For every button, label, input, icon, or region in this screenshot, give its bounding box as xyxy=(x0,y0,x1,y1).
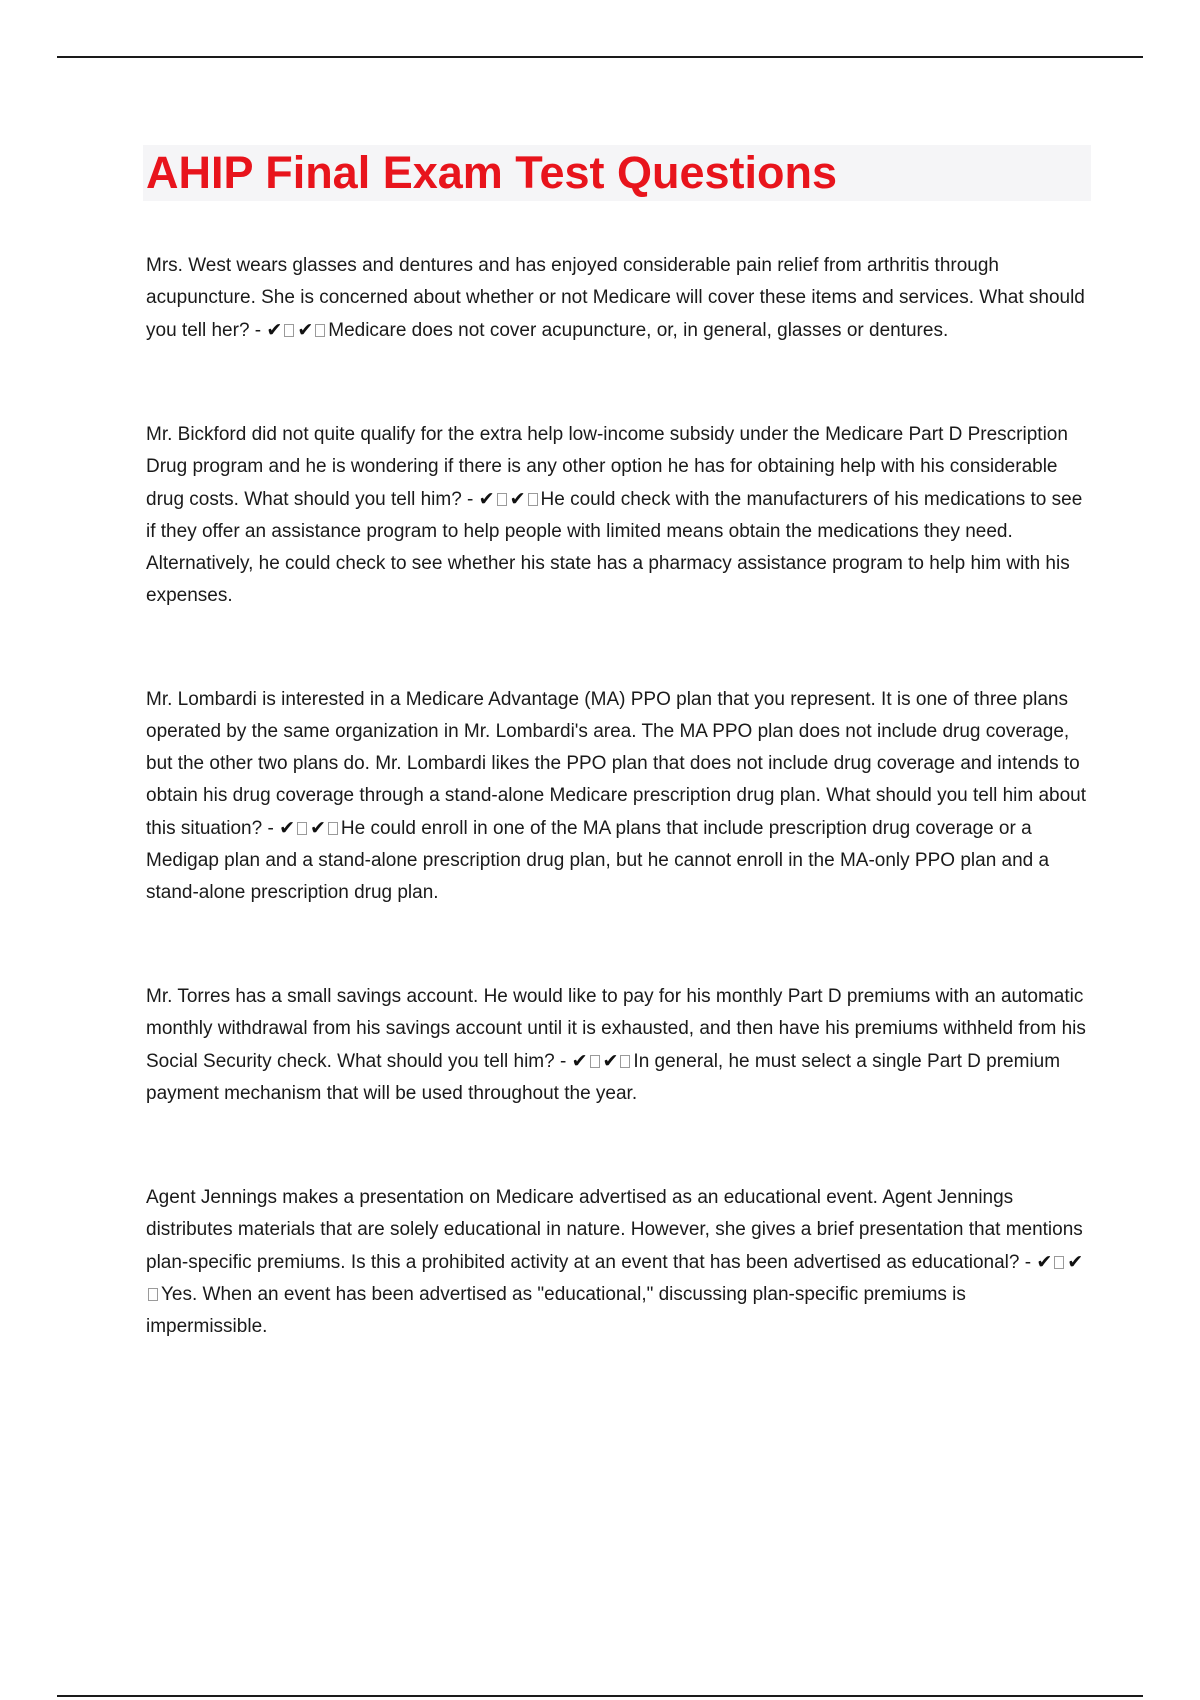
check-icon: ✔ xyxy=(602,1050,619,1072)
page-title: AHIP Final Exam Test Questions xyxy=(146,147,838,198)
check-icon: ✔ xyxy=(1067,1251,1084,1273)
check-icon: ✔ xyxy=(1036,1251,1053,1273)
missing-glyph-box-icon xyxy=(620,1055,630,1068)
check-icon: ✔ xyxy=(571,1050,588,1072)
question-text: Mrs. West wears glasses and dentures and has enjoyed considerable pain relief from arthritis through acupuncture. She is concerned about whether or not Medicare will cover these items and services. What should you tell her? xyxy=(146,255,1085,341)
answer-text: Yes. When an event has been advertised as "educational," discussing plan-specific premiums is impermissible. xyxy=(146,1284,966,1337)
question-text: Mr. Bickford did not quite qualify for the extra help low-income subsidy under the Medicare Part D Prescription Drug program and he is wondering if there is any other option he has for obtaining help with his considerable drug costs. What should you tell him? xyxy=(146,424,1068,510)
missing-glyph-box-icon xyxy=(148,1288,158,1301)
answer-text: Medicare does not cover acupuncture, or, in general, glasses or dentures. xyxy=(328,320,949,341)
missing-glyph-box-icon xyxy=(1054,1256,1064,1269)
question-text: Agent Jennings makes a presentation on Medicare advertised as an educational event. Agent Jennings distributes materials that are solely educational in nature. However, she gives a brief presentation that mentions plan-specific premiums. Is this a prohibited activity at an event that has been advertised as educational? xyxy=(146,1187,1083,1273)
bottom-rule xyxy=(57,1695,1143,1697)
question-item xyxy=(146,419,1091,612)
check-icon: ✔ xyxy=(509,488,526,510)
top-rule xyxy=(57,56,1143,58)
answer-text: He could check with the manufacturers of his medications to see if they offer an assistance program to help people with limited means obtain the medications they need. Alternatively, he could check to see whether his state has a pharmacy assistance program to help him with his expenses. xyxy=(146,489,1083,606)
separator: - xyxy=(249,320,267,341)
missing-glyph-box-icon xyxy=(315,324,325,337)
question-item xyxy=(146,684,1091,909)
question-text: Mr. Lombardi is interested in a Medicare Advantage (MA) PPO plan that you represent. It is one of three plans operated by the same organization in Mr. Lombardi's area. The MA PPO plan does not include drug coverage, but the other two plans do. Mr. Lombardi likes the PPO plan that does not include drug coverage and intends to obtain his drug coverage through a stand-alone Medicare prescription drug plan. What should you tell him about this situation? xyxy=(146,689,1087,839)
check-icon: ✔ xyxy=(310,817,326,839)
missing-glyph-box-icon xyxy=(284,324,294,337)
missing-glyph-box-icon xyxy=(590,1055,600,1068)
question-item xyxy=(146,1182,1091,1343)
separator: - xyxy=(554,1051,572,1072)
check-icon: ✔ xyxy=(478,488,495,510)
check-icon: ✔ xyxy=(297,319,314,341)
check-icon: ✔ xyxy=(266,319,283,341)
title-band xyxy=(143,145,1091,201)
missing-glyph-box-icon xyxy=(528,493,538,506)
separator: - xyxy=(461,489,479,510)
question-list xyxy=(146,250,1091,1343)
missing-glyph-box-icon xyxy=(297,822,307,835)
check-icon: ✔ xyxy=(279,817,295,839)
separator: - xyxy=(262,818,280,839)
answer-text: He could enroll in one of the MA plans that include prescription drug coverage or a Medigap plan and a stand-alone prescription drug plan, but he cannot enroll in the MA-only PPO plan and a stand-alone prescription drug plan. xyxy=(146,818,1050,903)
missing-glyph-box-icon xyxy=(497,493,507,506)
question-text: Mr. Torres has a small savings account. He would like to pay for his monthly Part D premiums with an automatic monthly withdrawal from his savings account until it is exhausted, and then have his premiums withheld from his Social Security check. What should you tell him? xyxy=(146,986,1086,1072)
question-item xyxy=(146,981,1091,1110)
missing-glyph-box-icon xyxy=(328,822,338,835)
separator: - xyxy=(1019,1252,1037,1273)
question-item xyxy=(146,250,1091,347)
answer-text: In general, he must select a single Part D premium payment mechanism that will be used throughout the year. xyxy=(146,1051,1061,1104)
